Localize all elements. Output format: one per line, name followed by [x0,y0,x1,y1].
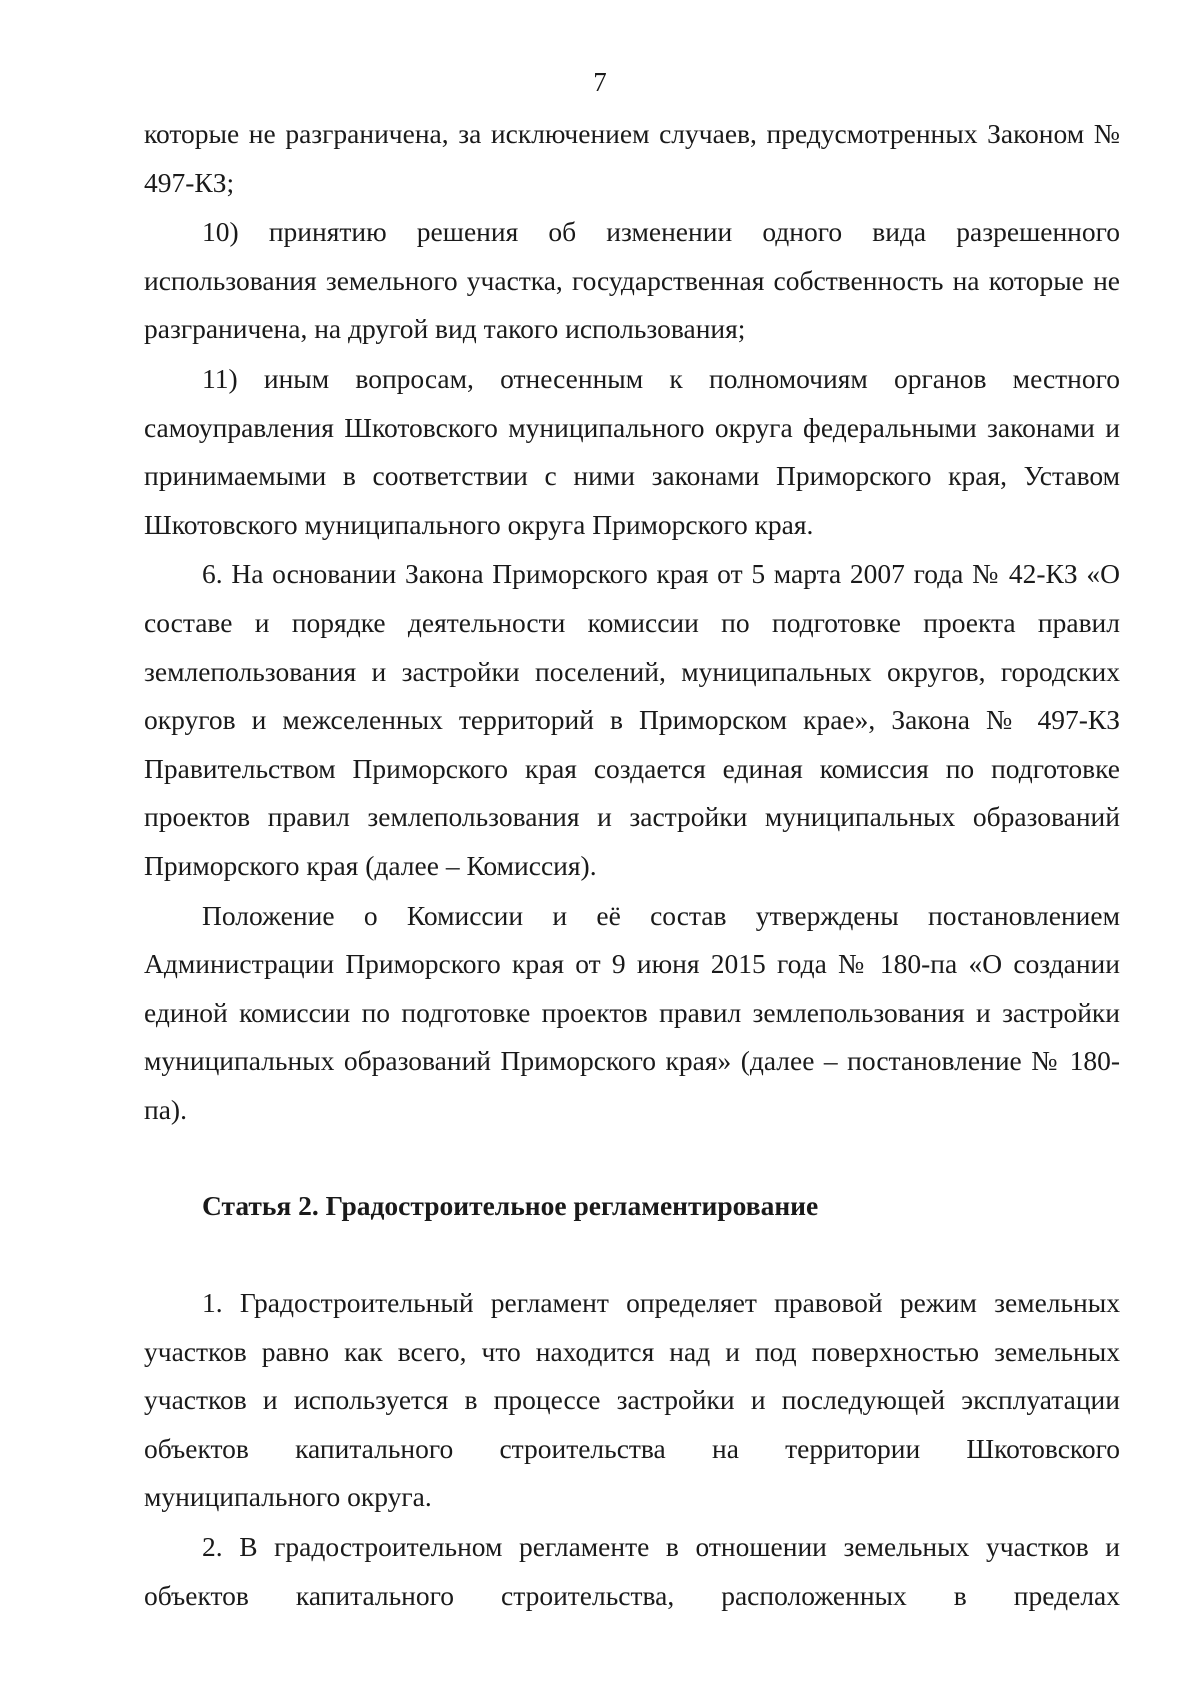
paragraph-commission-regulation: Положение о Комиссии и её состав утверждены постановлением Администрации Приморского края от 9 июня 2015 года № 180-па «О создании единой комиссии по подготовке проектов правил землепользования и застройки муниципальных образований Приморского края» (далее – постановление № 180-па). [144,899,1120,1125]
paragraph-item-10: 10) принятию решения об изменении одного вида разрешенного использования земельного участка, государственная собственность на которые не разграничена, на другой вид такого использования; [144,216,1120,345]
article-heading: Статья 2. Градостроительное регламентирование [202,1190,819,1222]
paragraph-article2-item-2: 2. В градостроительном регламенте в отношении земельных участков и объектов капитального строительства, расположенных в пределах [144,1531,1120,1611]
paragraph-section-6: 6. На основании Закона Приморского края от 5 марта 2007 года № 42-КЗ «О составе и порядке деятельности комиссии по подготовке проекта правил землепользования и застройки поселений, муниципальных округов, городских округов и межселенных территорий в Приморском крае», Закона № 497-КЗ Правительством Приморского края создается единая комиссия по подготовке проектов правил землепользования и застройки муниципальных образований Приморского края (далее – Комиссия). [144,558,1120,881]
paragraph-article2-item-1: 1. Градостроительный регламент определяет правовой режим земельных участков равно как всего, что находится над и под поверхностью земельных участков и используется в процессе застройки и последующей эксплуатации объектов капитального строительства на территории Шкотовского муниципального округа. [144,1287,1120,1513]
document-body [144,110,1120,1620]
paragraph-continuation: которые не разграничена, за исключением случаев, предусмотренных Законом № 497-КЗ; [144,118,1120,198]
paragraph-item-11: 11) иным вопросам, отнесенным к полномочиям органов местного самоуправления Шкотовского муниципального округа федеральными законами и принимаемыми в соответствии с ними законами Приморского края, Уставом Шкотовского муниципального округа Приморского края. [144,362,1120,540]
page-number: 7 [593,67,607,97]
